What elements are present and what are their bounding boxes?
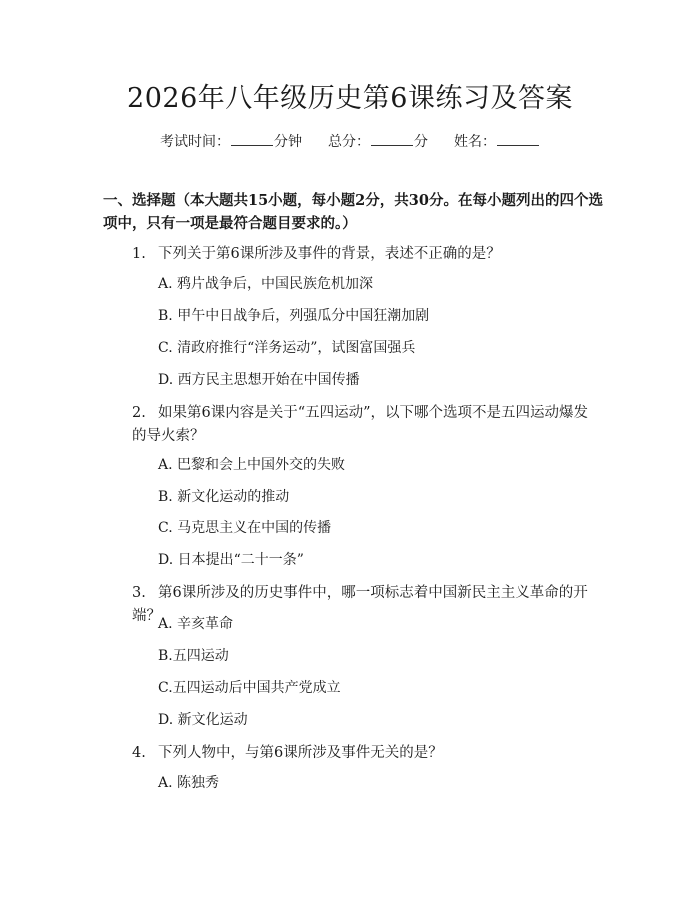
question-number: 2. [132, 405, 146, 421]
question-2 [132, 402, 600, 448]
name-label: 姓名： [454, 134, 496, 150]
total-score-blank [371, 131, 413, 146]
name-field [454, 131, 540, 152]
question-2-option-a: A. 巴黎和会上中国外交的失败 [158, 457, 346, 473]
question-text: 如果第6课内容是关于“五四运动”，以下哪个选项不是五四运动爆发的导火索？ [132, 405, 589, 444]
name-blank [497, 131, 539, 146]
question-3-option-a: A. 辛亥革命 [158, 616, 234, 632]
question-text: 下列关于第6课所涉及事件的背景，表述不正确的是？ [158, 246, 501, 262]
total-score-field [328, 131, 428, 152]
question-text: 第6课所涉及的历史事件中，哪一项标志着中国新民主主义革命的开端？ [132, 585, 588, 624]
question-number: 3. [132, 585, 146, 601]
question-4-option-a: A. 陈独秀 [158, 775, 220, 791]
question-4 [132, 742, 600, 765]
question-3-option-c: C.五四运动后中国共产党成立 [158, 680, 341, 696]
total-score-label: 总分： [328, 134, 370, 150]
exam-time-blank [231, 131, 273, 146]
question-1 [132, 243, 600, 266]
question-number: 4. [132, 745, 146, 761]
exam-time-field [160, 131, 302, 152]
question-3-option-d: D. 新文化运动 [158, 712, 248, 728]
exam-info-line [0, 131, 700, 152]
exam-time-unit: 分钟 [274, 134, 302, 150]
question-2-option-d: D. 日本提出“二十一条” [158, 552, 304, 568]
question-text: 下列人物中，与第6课所涉及事件无关的是？ [158, 745, 443, 761]
question-3-option-b: B.五四运动 [158, 648, 229, 664]
question-1-option-d: D. 西方民主思想开始在中国传播 [158, 372, 360, 388]
exam-time-label: 考试时间： [160, 134, 230, 150]
section-heading: 一、选择题（本大题共15小题，每小题2分，共30分。在每小题列出的四个选项中，只有一项是最符合题目要求的。） [103, 192, 603, 232]
question-1-option-a: A. 鸦片战争后，中国民族危机加深 [158, 276, 374, 292]
total-score-unit: 分 [414, 134, 428, 150]
question-1-option-b: B. 甲午中日战争后，列强瓜分中国狂潮加剧 [158, 308, 430, 324]
question-number: 1. [132, 246, 146, 262]
question-2-option-c: C. 马克思主义在中国的传播 [158, 520, 332, 536]
page-title: 2026年八年级历史第6课练习及答案 [127, 83, 573, 114]
question-1-option-c: C. 清政府推行“洋务运动”，试图富国强兵 [158, 340, 416, 356]
question-2-option-b: B. 新文化运动的推动 [158, 489, 290, 505]
